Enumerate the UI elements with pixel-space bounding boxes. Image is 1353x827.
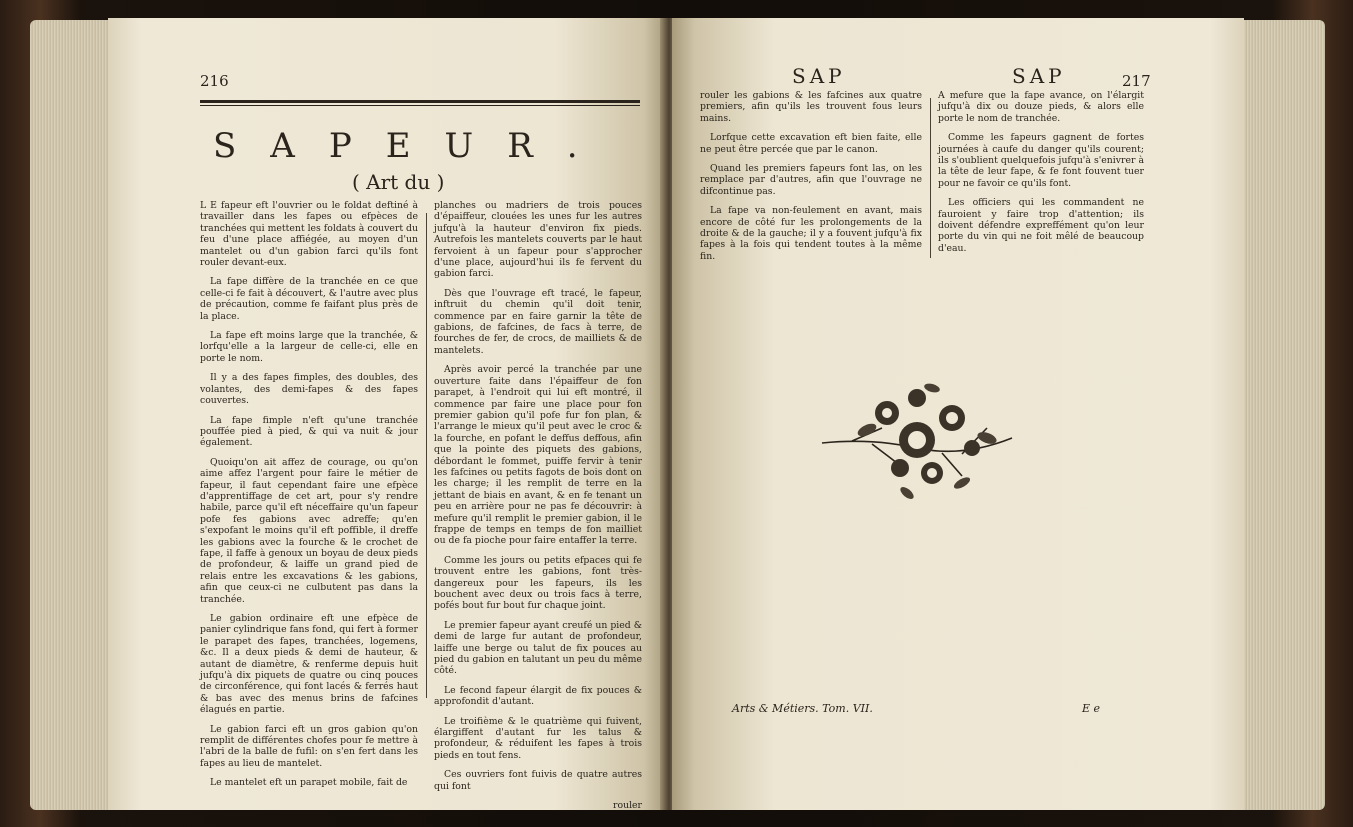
left-page bbox=[108, 18, 666, 810]
column-divider bbox=[426, 213, 427, 698]
paragraph: Dès que l'ouvrage eft tracé, le fapeur, inftruit du chemin qu'il doit tenir, commence par en faire garnir la tête de gabions, de fafcines, de facs à terre, de fourches de fer, de crocs, de mailliets & de mantelets. bbox=[434, 287, 642, 356]
leaf bbox=[952, 475, 972, 491]
left-column-1 bbox=[200, 200, 418, 797]
paragraph: L E fapeur eft l'ouvrier ou le foldat deftiné à travailler dans les fapes ou efpèces de tranchées qui mettent les foldats à couvert du feu d'une place affiégée, au moyen d'un mantelet ou d'un gabion farci qu'ils font rouler devant-eux. bbox=[200, 200, 418, 269]
paragraph: Lorfque cette excavation eft bien faite, elle ne peut être percée que par le canon. bbox=[700, 132, 922, 155]
paragraph: Le gabion farci eft un gros gabion qu'on remplit de différentes chofes pour fe mettre à l'abri de la balle de fufil: on s'en fert dans les fapes au lieu de mantelet. bbox=[200, 723, 418, 769]
paragraph: La fape diffère de la tranchée en ce que celle-ci fe fait à découvert, & l'autre avec plus de précaution, comme fe faifant plus près de la place. bbox=[200, 276, 418, 322]
paragraph: Le fecond fapeur élargit de fix pouces & approfondit d'autant. bbox=[434, 684, 642, 708]
page-title: SAPEUR. bbox=[213, 126, 612, 166]
paragraph: La fape va non-feulement en avant, mais encore de côté fur les prolongements de la droite & de la gauche; il y a fouvent jufqu'à fix fapes à la fois qui tendent toutes à la même fin. bbox=[700, 205, 922, 262]
floral-vignette-icon bbox=[812, 368, 1022, 508]
paragraph: Quoiqu'on ait affez de courage, ou qu'on aime affez l'argent pour faire le métier de fapeur, il faut cependant faire une efpèce d'apprentiffage de cet art, pour s'y rendre habile, parce qu'il eft néceffaire qu'un fapeur pofe fes gabions avec adreffe; qu'en s'expofant le moins qu'il eft poffible, il dreffe les gabions avec la fourche & le crochet de fape, il faffe à genoux un boyau de deux pieds de profondeur, & laiffe un grand pied de relais entre les excavations & les gabions, afin que ceux-ci ne culbutent pas dans la tranchée. bbox=[200, 456, 418, 605]
page-subtitle: ( Art du ) bbox=[352, 170, 445, 194]
rose-blossom bbox=[908, 389, 926, 407]
footer-signature: E e bbox=[1082, 702, 1101, 715]
paragraph: planches ou madriers de trois pouces d'épaiffeur, clouées les unes fur les autres jufqu'à la hauteur d'environ fix pieds. Autrefois les mantelets couverts par le haut fervoient à un fapeur pour s'approcher d'une place, aujourd'hui ils fe fervent du gabion farci. bbox=[434, 200, 642, 280]
paragraph: La fape fimple n'eft qu'une tranchée pouffée pied à pied, & qui va nuit & jour également. bbox=[200, 414, 418, 449]
footer-volume: Arts & Métiers. Tom. VII. bbox=[732, 702, 873, 715]
header-rule-thin bbox=[200, 105, 640, 106]
leaf bbox=[898, 485, 915, 501]
paragraph: Quand les premiers fapeurs font las, on les remplace par d'autres, afin que l'ouvrage ne difcontinue pas. bbox=[700, 163, 922, 197]
paragraph: La fape eft moins large que la tranchée, & lorfqu'elle a la largeur de celle-ci, elle en porte le nom. bbox=[200, 330, 418, 364]
column-divider bbox=[930, 98, 931, 258]
page-number-217: 217 bbox=[1122, 72, 1151, 90]
rose-blossom bbox=[891, 459, 909, 477]
paragraph: rouler les gabions & les fafcines aux quatre premiers, afin qu'ils les trouvent fous leurs mains. bbox=[700, 90, 922, 124]
paragraph: Il y a des fapes fimples, des doubles, des volantes, des demi-fapes & des fapes couvertes. bbox=[200, 372, 418, 407]
running-header-right: SAP bbox=[1012, 64, 1066, 88]
paragraph: Le troifième & le quatrième qui fuivent, élargiffent d'autant fur les talus & profondeur, & réduifent les fapes à trois pieds en tout fens. bbox=[434, 715, 642, 761]
paragraph: A mefure que la fape avance, on l'élargit jufqu'à dix ou douze pieds, & alors elle porte le nom de tranchée. bbox=[938, 90, 1144, 124]
paragraph: Le mantelet eft un parapet mobile, fait de bbox=[210, 777, 408, 789]
header-rule-thick bbox=[200, 100, 640, 103]
right-page bbox=[672, 18, 1244, 810]
running-header-left: SAP bbox=[792, 64, 846, 88]
leaf bbox=[923, 382, 941, 394]
right-column-1 bbox=[700, 90, 922, 270]
paragraph: Les officiers qui les commandent ne fauroient y faire trop d'attention; ils doivent défendre expreffément qu'on leur porte du vin qui ne foit mêlé de beaucoup d'eau. bbox=[938, 197, 1144, 254]
page-number-216: 216 bbox=[200, 72, 229, 90]
rose-blossom bbox=[964, 440, 980, 456]
leaf bbox=[856, 421, 878, 439]
left-page-edges bbox=[30, 20, 120, 810]
catchword: rouler bbox=[613, 800, 642, 812]
paragraph: Après avoir percé la tranchée par une ouverture faite dans l'épaiffeur de fon parapet, à l'endroit qui lui eft montré, il commence par faire une place pour fon premier gabion qu'il pofe fur fon plan, & l'arrange le mieux qu'il peut avec le croc & la fourche, en pofant le deffus deffous, afin que la pointe des piquets des gabions, débordant le fommet, puiffe fervir à tenir les fafcines ou petits fagots de bois dont on les charge; il les remplit de terre en la jettant de biais en avant, & en fe tenant un peu en arrière pour ne pas fe découvrir: à mefure qu'il remplit le premier gabion, il le frappe de temps en temps de fon mailliet ou de fa pioche pour faire entaffer la terre. bbox=[434, 364, 642, 547]
paragraph: Le premier fapeur ayant creufé un pied & demi de large fur autant de profondeur, laiffe une berge ou talut de fix pouces au pied du gabion en talutant un peu du même côté. bbox=[434, 619, 642, 677]
right-column-2 bbox=[938, 90, 1144, 262]
right-page-edges bbox=[1235, 20, 1325, 810]
left-column-2 bbox=[434, 200, 642, 820]
paragraph: Ces ouvriers font fuivis de quatre autres qui font bbox=[434, 769, 642, 792]
paragraph: Le gabion ordinaire eft une efpèce de panier cylindrique fans fond, qui fert à former le parapet des fapes, tranchées, logemens, &c. Il a deux pieds & demi de hauteur, & autant de diamètre, & renferme depuis huit jufqu'à dix piquets de quatre ou cinq pouces de circonférence, qui font lacés & ferrés haut & bas avec des menus brins de fafcines élagués en partie. bbox=[200, 613, 418, 716]
paragraph: Comme les fapeurs gagnent de fortes journées à caufe du danger qu'ils courent; ils s'oublient quelquefois jufqu'à s'enivrer à la tête de leur fape, & fe font fouvent tuer pour ne favoir ce qu'ils font. bbox=[938, 132, 1144, 189]
paragraph: Comme les jours ou petits efpaces qui fe trouvent entre les gabions, font très-dangereux pour les fapeurs, ils les bouchent avec deux ou trois facs à terre, pofés bout fur bout fur chaque joint. bbox=[434, 554, 642, 612]
